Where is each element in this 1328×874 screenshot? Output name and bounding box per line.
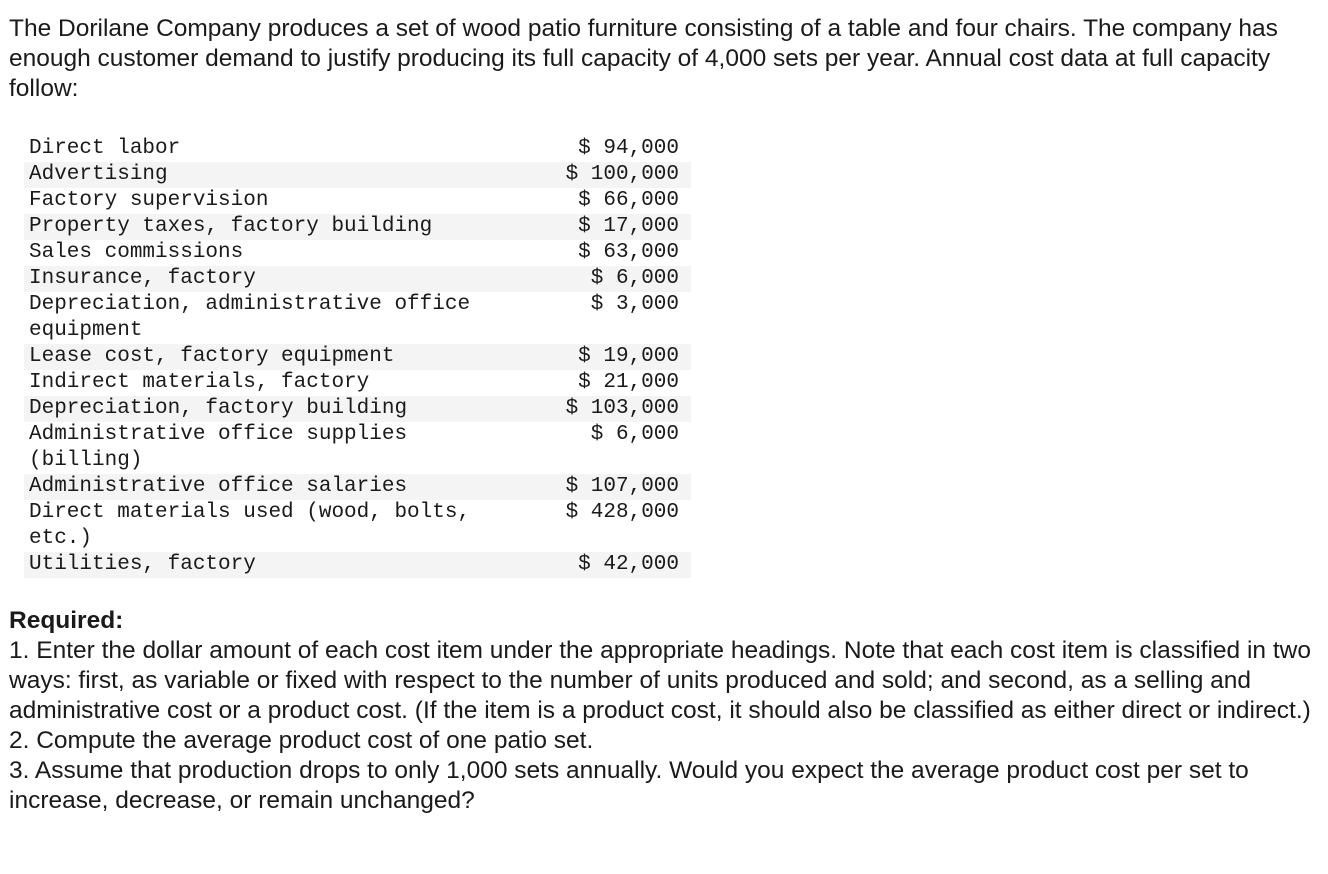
- table-row: [24, 292, 691, 344]
- cost-item-amount: $ 6,000: [590, 423, 679, 446]
- cost-item-amount: $ 17,000: [531, 214, 691, 240]
- required-item-3: 3. Assume that production drops to only 1,000 sets annually. Would you expect the average product cost per set to increase, decrease, or remain unchanged?: [9, 757, 1249, 814]
- table-row: [24, 396, 691, 422]
- cost-item-label: Direct materials used (wood, bolts, etc.): [29, 501, 471, 550]
- cost-item-amount: $ 100,000: [531, 162, 691, 188]
- cost-item-label: Property taxes, factory building: [24, 214, 531, 240]
- required-section: [9, 606, 1319, 816]
- cost-item-label: Administrative office salaries: [24, 474, 531, 500]
- cost-item-label: Sales commissions: [29, 241, 244, 264]
- cost-item-amount: $ 94,000: [578, 137, 679, 160]
- cost-item-label: Advertising: [24, 162, 531, 188]
- table-row: [24, 370, 691, 396]
- problem-intro: The Dorilane Company produces a set of wood patio furniture consisting of a table and four chairs. The company has enough customer demand to justify producing its full capacity of 4,000 sets per year. Annual cost data at full capacity follow:: [9, 15, 1278, 102]
- cost-item-label: Insurance, factory: [24, 266, 531, 292]
- cost-item-label: Utilities, factory: [24, 552, 531, 578]
- table-row: [24, 162, 691, 188]
- table-row: [24, 188, 691, 214]
- table-row: [24, 474, 691, 500]
- required-item-2: 2. Compute the average product cost of one patio set.: [9, 727, 594, 754]
- table-row: [24, 422, 691, 474]
- cost-item-amount: $ 19,000: [531, 344, 691, 370]
- cost-item-amount: $ 428,000: [565, 501, 679, 524]
- cost-item-amount: $ 103,000: [531, 396, 691, 422]
- table-row: [24, 214, 691, 240]
- cost-item-amount: $ 66,000: [578, 189, 679, 212]
- cost-item-label: Depreciation, factory building: [24, 396, 531, 422]
- cost-item-label: Depreciation, administrative office equipment: [29, 293, 471, 342]
- required-item-1: 1. Enter the dollar amount of each cost item under the appropriate headings. Note that each cost item is classified in two ways: first, as variable or fixed with respect to the number of units produced and sold; and second, as a selling and administrative cost or a product cost. (If the item is a product cost, it should also be classified as either direct or indirect.): [9, 637, 1311, 724]
- table-row: [24, 240, 691, 266]
- table-row: [24, 552, 691, 578]
- table-row: [24, 266, 691, 292]
- cost-data-table: [24, 136, 691, 578]
- table-row: [24, 500, 691, 552]
- cost-item-amount: $ 6,000: [531, 266, 691, 292]
- cost-item-amount: $ 42,000: [531, 552, 691, 578]
- required-heading: Required:: [9, 607, 124, 634]
- cost-item-amount: $ 107,000: [531, 474, 691, 500]
- cost-item-amount: $ 3,000: [590, 293, 679, 316]
- cost-item-label: Administrative office supplies (billing): [29, 423, 408, 472]
- cost-item-label: Direct labor: [29, 137, 181, 160]
- cost-item-label: Indirect materials, factory: [29, 371, 370, 394]
- cost-item-amount: $ 63,000: [578, 241, 679, 264]
- cost-item-label: Lease cost, factory equipment: [24, 344, 531, 370]
- cost-item-amount: $ 21,000: [578, 371, 679, 394]
- table-row: [24, 136, 691, 162]
- cost-item-label: Factory supervision: [29, 189, 269, 212]
- table-row: [24, 344, 691, 370]
